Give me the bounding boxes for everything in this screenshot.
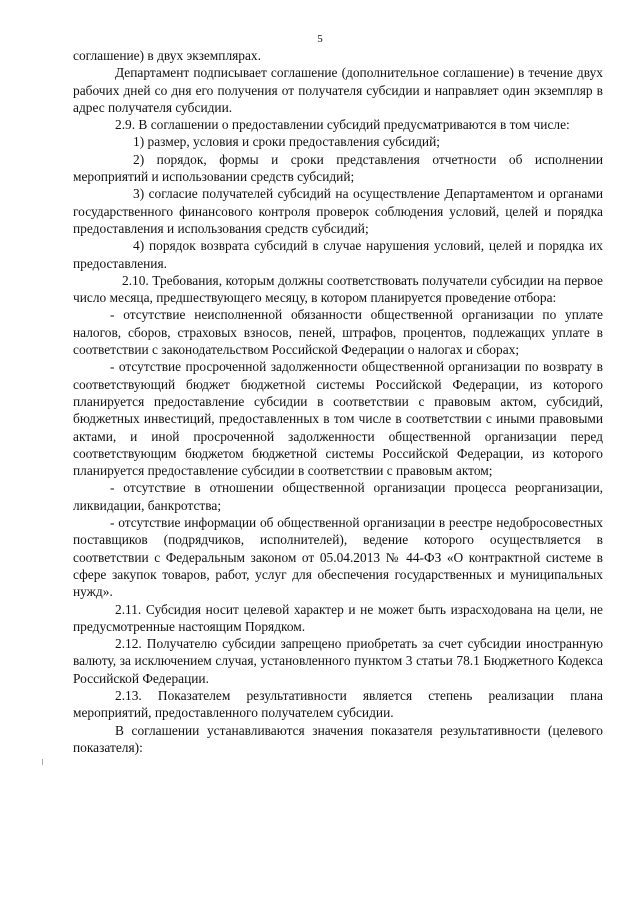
paragraph: В соглашении устанавливаются значения показателя результативности (целевого показателя):	[73, 722, 603, 755]
paragraph: 2.9. В соглашении о предоставлении субсидий предусматриваются в том числе:	[115, 117, 570, 133]
list-item: - отсутствие просроченной задолженности общественной организации по возврату в соответствующий бюджет бюджетной системы Российской Федерации, из которого планируется предоставление субсидии в соответствии с правовым актом, субсидий, бюджетных инвестиций, предоставленных в том числе в соответствии с иными правовыми актами, и иной просроченной задолженности общественной организации перед соответствующим бюджетом бюджетной системы Российской Федерации, из которого планируется предоставление субсидии в соответствии с правовым актом;	[73, 359, 603, 479]
list-item: 4) порядок возврата субсидий в случае нарушения условий, целей и порядка их предоставления.	[73, 238, 603, 271]
paragraph: Департамент подписывает соглашение (дополнительное соглашение) в течение двух рабочих дней со дня его получения от получателя субсидии и направляет один экземпляр в адрес получателя субсидии.	[73, 65, 603, 115]
margin-mark	[42, 759, 43, 765]
body-text	[73, 47, 603, 756]
list-item: 1) размер, условия и сроки предоставления субсидий;	[133, 134, 440, 150]
paragraph: 2.13. Показателем результативности является степень реализации плана мероприятий, предоставленного получателем субсидии.	[73, 687, 603, 721]
list-item: - отсутствие в отношении общественной организации процесса реорганизации, ликвидации, банкротства;	[73, 480, 603, 513]
page-number: 5	[317, 33, 323, 45]
paragraph: 2.10. Требования, которым должны соответствовать получатели субсидии на первое число месяца, предшествующего месяцу, в котором планируется проведение отбора:	[73, 272, 603, 306]
list-item: - отсутствие информации об общественной организации в реестре недобросовестных поставщиков (подрядчиков, исполнителей), ведение которого осуществляется в соответствии с Федеральным законом от 05.04.2013 № 44-ФЗ «О контрактной системе в сфере закупок товаров, работ, услуг для обеспечения государственных и муниципальных нужд».	[73, 515, 603, 600]
list-item: 3) согласие получателей субсидий на осуществление Департаментом и органами государственного финансового контроля проверок соблюдения условий, целей и порядка предоставления и использования средств субсидий;	[73, 186, 603, 236]
paragraph: 2.12. Получателю субсидии запрещено приобретать за счет субсидии иностранную валюту, за исключением случая, установленного пунктом 3 статьи 78.1 Бюджетного Кодекса Российской Федерации.	[73, 636, 603, 686]
paragraph: соглашение) в двух экземплярах.	[73, 48, 261, 63]
list-item: 2) порядок, формы и сроки представления отчетности об исполнении мероприятий и использовании средств субсидий;	[73, 151, 603, 185]
paragraph: 2.11. Субсидия носит целевой характер и не может быть израсходована на цели, не предусмотренные настоящим Порядком.	[73, 601, 603, 634]
list-item: - отсутствие неисполненной обязанности общественной организации по уплате налогов, сборов, страховых взносов, пеней, штрафов, процентов, подлежащих уплате в соответствии с законодательством Российской Федерации о налогах и сборах;	[73, 307, 603, 358]
